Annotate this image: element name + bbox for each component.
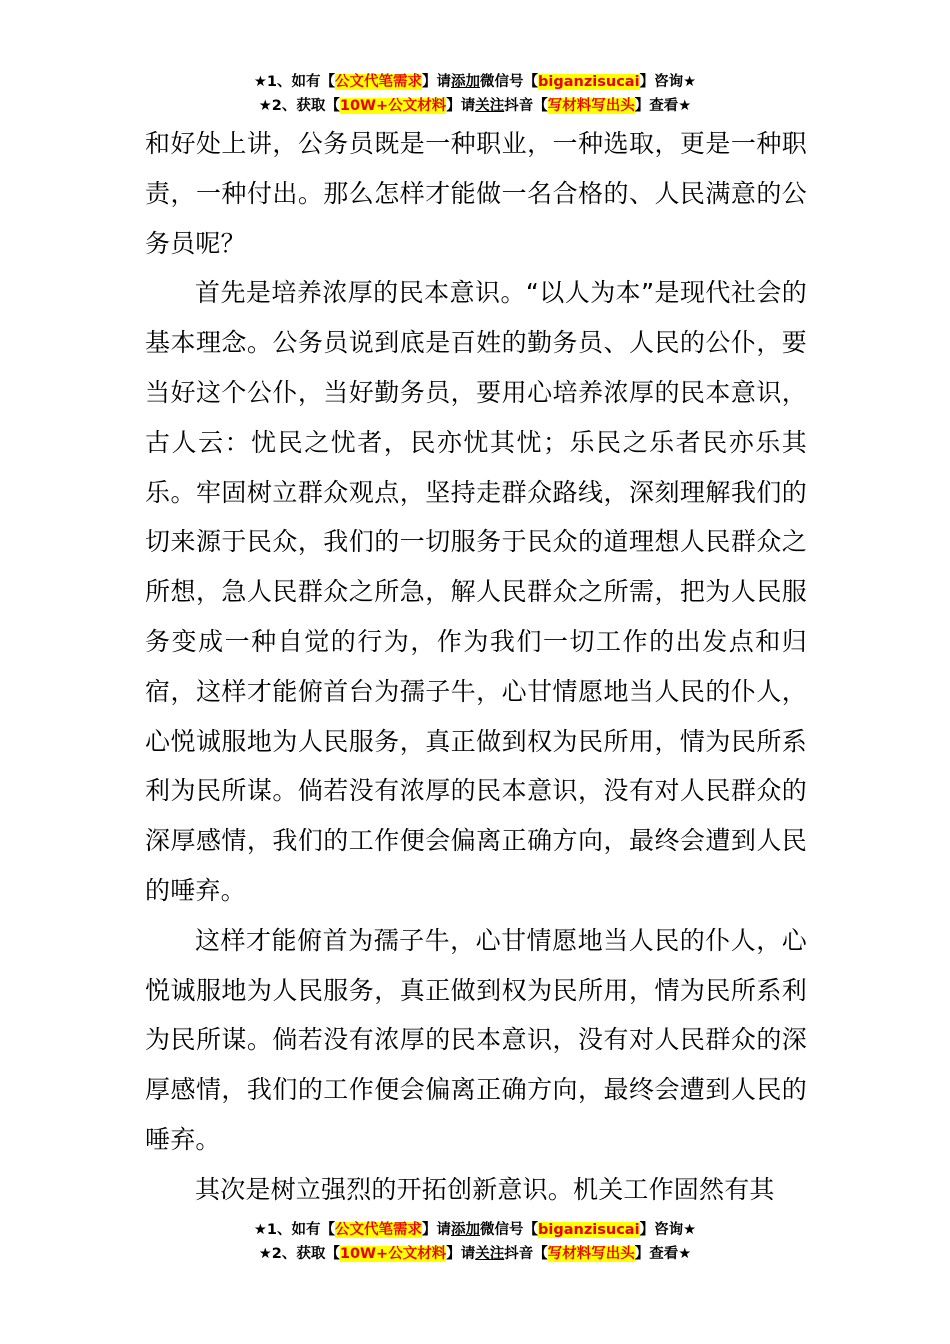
banner-text: 】咨询★ xyxy=(639,1222,697,1238)
banner-highlight: 公文代笔需求 xyxy=(335,1222,423,1238)
document-body xyxy=(145,119,807,1215)
banner-line-1 xyxy=(0,70,950,94)
banner-text: ★2、获取【 xyxy=(258,98,340,114)
banner-text: 】请 xyxy=(422,74,452,90)
banner-text: 抖音【 xyxy=(504,1246,548,1262)
paragraph: 首先是培养浓厚的民本意识。“以人为本”是现代社会的基本理念。公务员说到底是百姓的勤务员、人民的公仆，要当好这个公仆，当好勤务员，要用心培养浓厚的民本意识，古人云：忧民之忧者，民亦忧其忧；乐民之乐者民亦乐其乐。牢固树立群众观点，坚持走群众路线，深刻理解我们的切来源于民众，我们的一切服务于民众的道理想人民群众之所想，急人民群众之所急，解人民群众之所需，把为人民服务变成一种自觉的行为，作为我们一切工作的出发点和归宿，这样才能俯首台为孺子牛，心甘情愿地当人民的仆人，心悦诚服地为人民服务，真正做到权为民所用，情为民所系利为民所谋。倘若没有浓厚的民本意识，没有对人民群众的深厚感情，我们的工作便会偏离正确方向，最终会遭到人民的唾弃。 xyxy=(145,278,807,905)
banner-text: ★1、如有【 xyxy=(253,1222,336,1238)
paragraph: 其次是树立强烈的开拓创新意识。机关工作固然有其 xyxy=(195,1174,775,1204)
banner-emphasis: 关注 xyxy=(475,98,505,114)
banner-text: 】查看★ xyxy=(634,98,692,114)
banner-highlight: 10W+公文材料 xyxy=(339,1246,447,1262)
banner-text: 微信号【 xyxy=(480,74,539,90)
banner-text: 抖音【 xyxy=(504,98,548,114)
banner-highlight: 10W+公文材料 xyxy=(339,98,447,114)
banner-text: 微信号【 xyxy=(480,1222,539,1238)
banner-highlight: biganzisucai xyxy=(538,1222,640,1238)
banner-highlight: biganzisucai xyxy=(538,74,640,90)
banner-text: 】请 xyxy=(422,1222,452,1238)
banner-highlight: 公文代笔需求 xyxy=(335,74,423,90)
banner-text: 】查看★ xyxy=(634,1246,692,1262)
banner-highlight: 写材料写出头 xyxy=(547,1246,635,1262)
banner-emphasis: 关注 xyxy=(475,1246,505,1262)
banner-highlight: 写材料写出头 xyxy=(547,98,635,114)
header-banner xyxy=(0,70,950,118)
banner-text: ★1、如有【 xyxy=(253,74,336,90)
banner-text: 】请 xyxy=(446,98,476,114)
paragraph: 这样才能俯首为孺子牛，心甘情愿地当人民的仆人，心悦诚服地为人民服务，真正做到权为民所用，情为民所系利为民所谋。倘若没有浓厚的民本意识，没有对人民群众的深厚感情，我们的工作便会偏离正确方向，最终会遭到人民的唾弃。 xyxy=(145,925,807,1154)
banner-emphasis: 添加 xyxy=(451,74,481,90)
banner-text: 】咨询★ xyxy=(639,74,697,90)
footer-banner xyxy=(0,1218,950,1266)
banner-text: ★2、获取【 xyxy=(258,1246,340,1262)
banner-text: 】请 xyxy=(446,1246,476,1262)
banner-line-1 xyxy=(0,1218,950,1242)
paragraph: 和好处上讲，公务员既是一种职业，一种选取，更是一种职责，一种付出。那么怎样才能做一名合格的、人民满意的公务员呢？ xyxy=(145,129,807,258)
banner-line-2 xyxy=(0,94,950,118)
banner-line-2 xyxy=(0,1242,950,1266)
banner-emphasis: 添加 xyxy=(451,1222,481,1238)
